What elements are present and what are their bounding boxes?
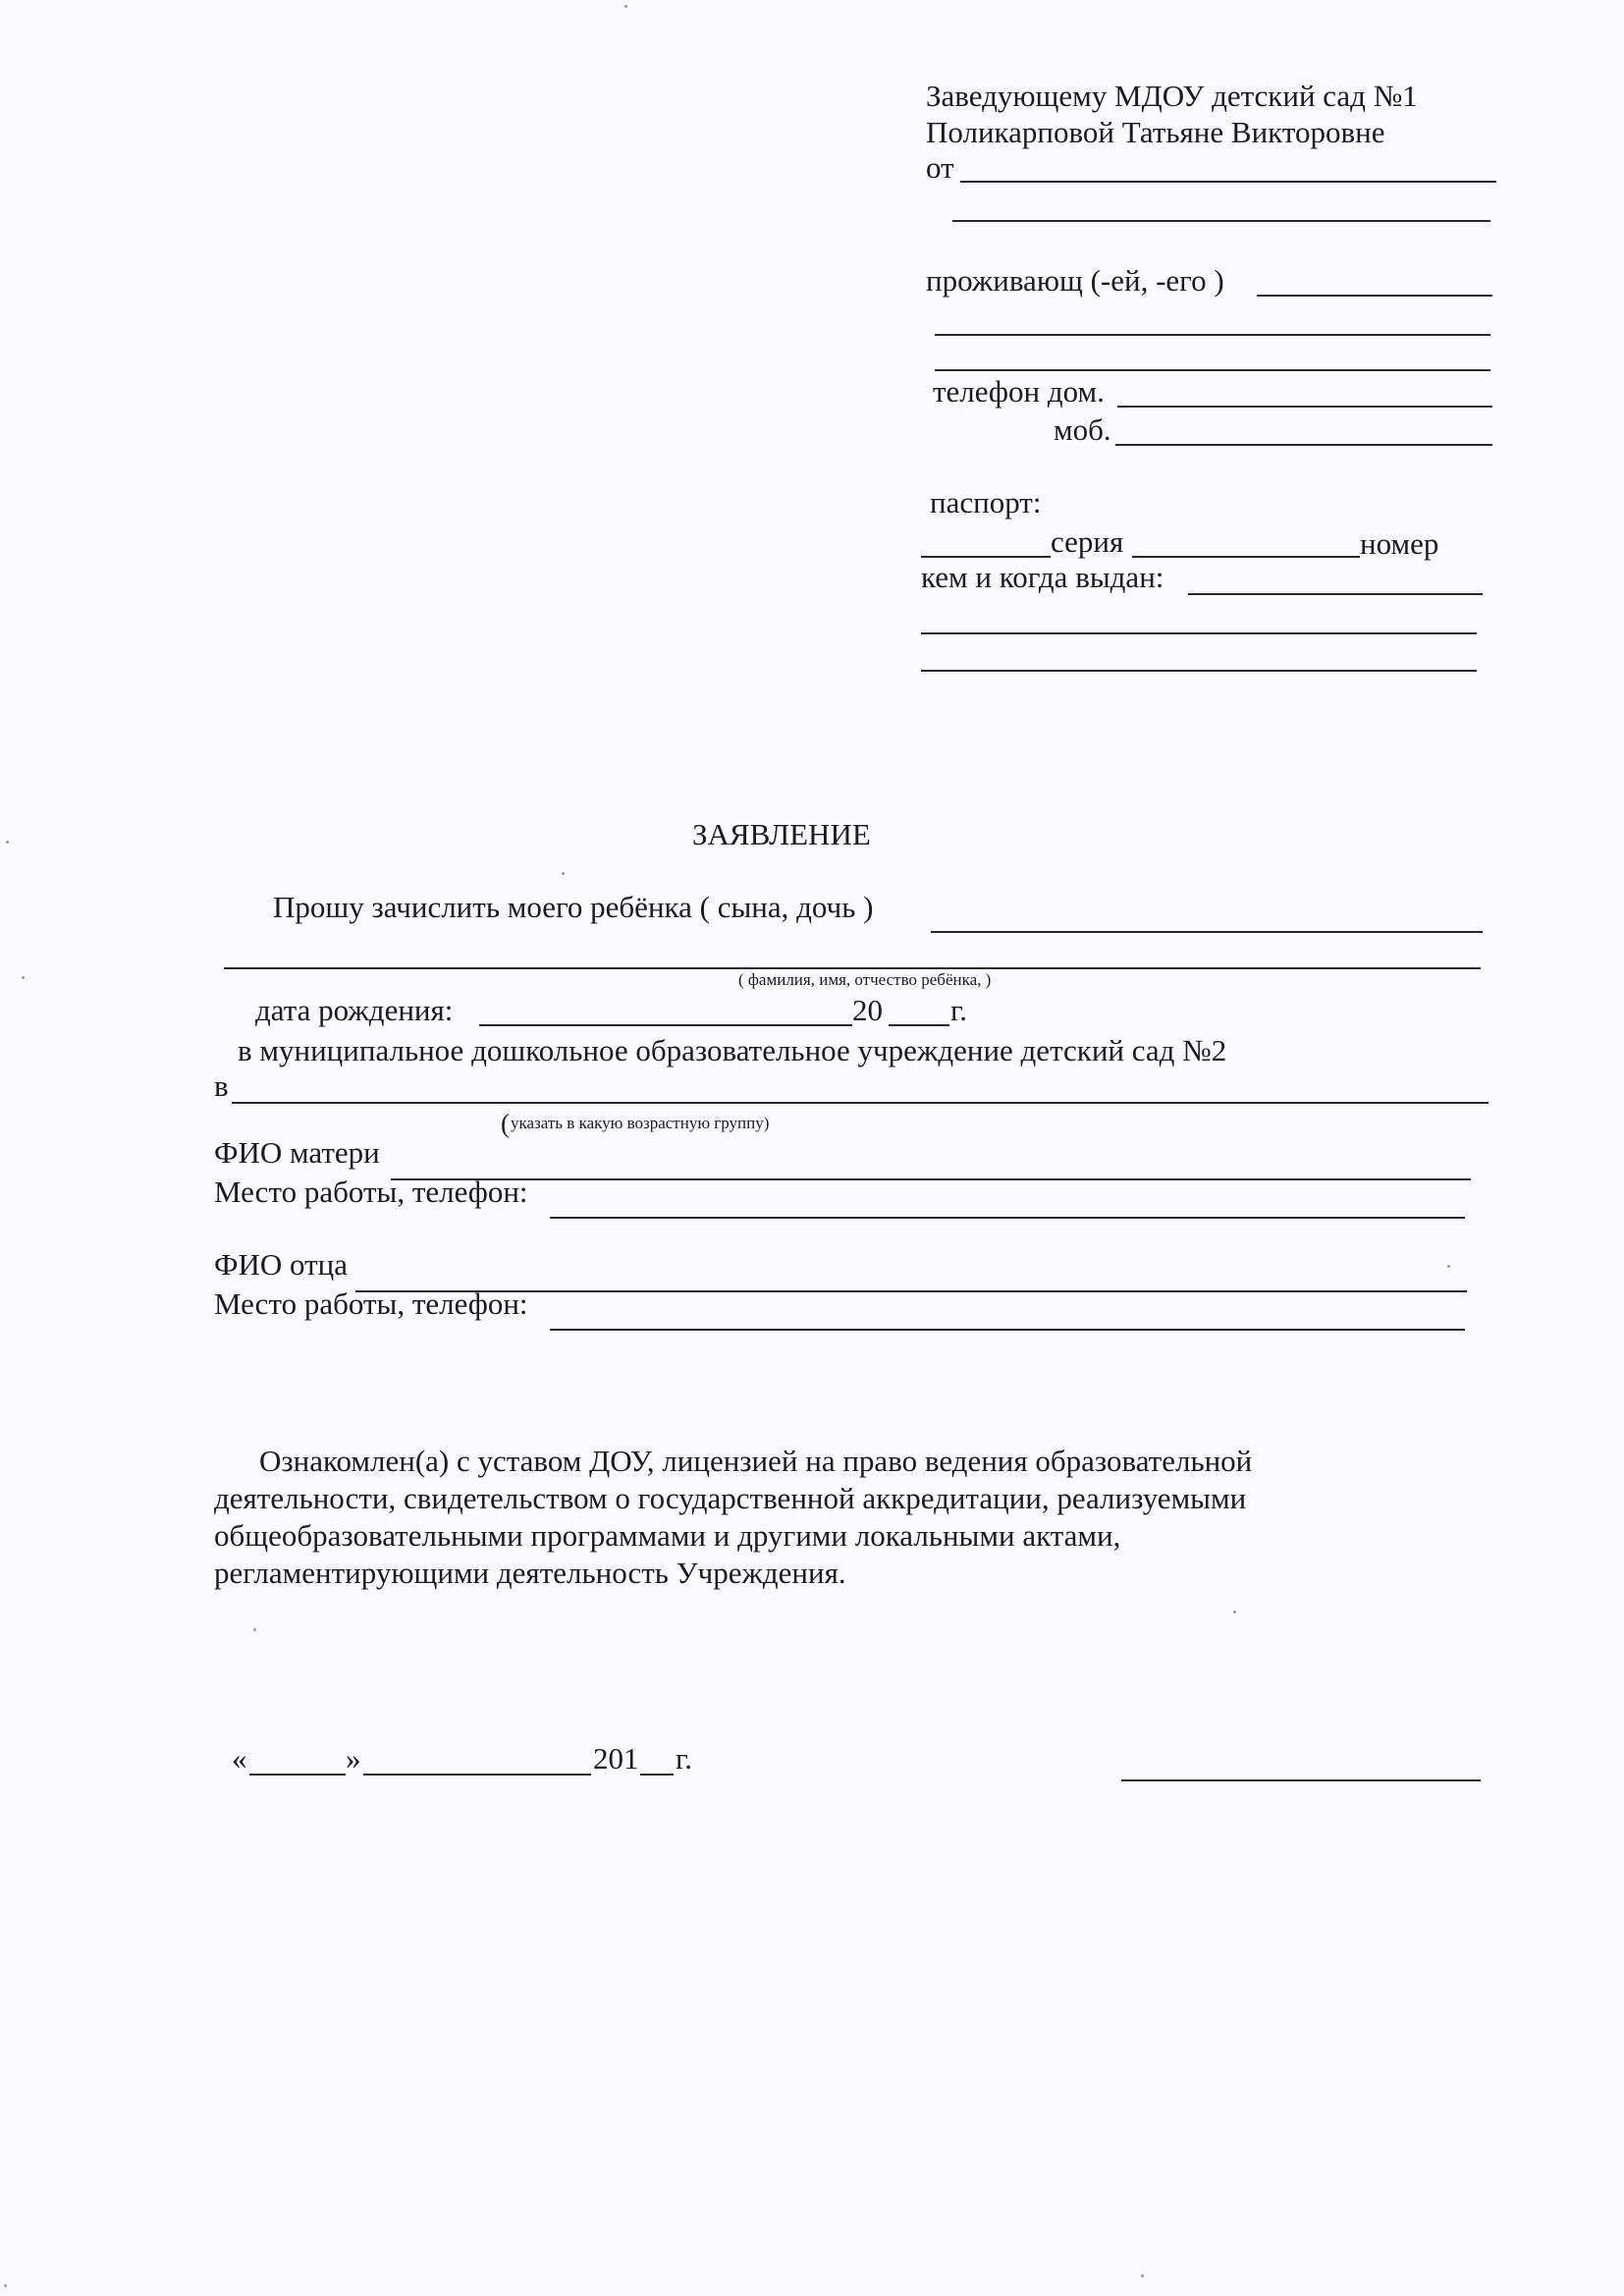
- birth-year-suffix: г.: [950, 993, 967, 1027]
- number-label: номер: [1360, 526, 1439, 561]
- date-quote-close: »: [346, 1741, 361, 1776]
- phone-home-field[interactable]: [1117, 406, 1492, 408]
- birth-date-label: дата рождения:: [255, 993, 454, 1027]
- issued-field-2[interactable]: [921, 632, 1477, 634]
- date-month-field[interactable]: [363, 1774, 591, 1776]
- birth-year-field[interactable]: [889, 1024, 949, 1026]
- from-name-field-2[interactable]: [952, 220, 1490, 222]
- mother-label: ФИО матери: [214, 1135, 380, 1170]
- date-year-field[interactable]: [640, 1774, 674, 1776]
- institution-text: в муниципальное дошкольное образовательное учреждение детский сад №2: [238, 1033, 1227, 1067]
- ack-line-2: деятельности, свидетельством о государственной аккредитации, реализуемыми: [214, 1481, 1247, 1515]
- mother-name-field[interactable]: [391, 1178, 1471, 1180]
- birth-year-prefix: 20: [852, 993, 883, 1027]
- ack-line-3: общеобразовательными программами и другими локальными актами,: [214, 1518, 1121, 1553]
- document-title: ЗАЯВЛЕНИЕ: [692, 817, 871, 851]
- passport-series-field[interactable]: [1132, 556, 1360, 558]
- passport-prefix-field[interactable]: [921, 556, 1051, 558]
- scan-speck: [1141, 2274, 1144, 2277]
- date-year-suffix: г.: [676, 1741, 692, 1776]
- age-group-field[interactable]: [232, 1102, 1489, 1104]
- issued-field-3[interactable]: [921, 670, 1477, 672]
- scan-speck: [1233, 1611, 1236, 1613]
- signature-field[interactable]: [1121, 1779, 1481, 1781]
- group-prefix: в: [214, 1068, 229, 1103]
- scan-speck: [562, 872, 565, 875]
- scan-speck: [253, 1628, 256, 1631]
- mother-work-label: Место работы, телефон:: [214, 1175, 528, 1209]
- address-field-1[interactable]: [1257, 295, 1492, 297]
- father-work-field[interactable]: [550, 1329, 1465, 1331]
- father-work-label: Место работы, телефон:: [214, 1286, 528, 1321]
- recipient-line-1: Заведующему МДОУ детский сад №1: [926, 79, 1418, 113]
- scan-speck: [1447, 1265, 1450, 1268]
- mother-work-field[interactable]: [550, 1217, 1465, 1219]
- child-name-field-1[interactable]: [931, 931, 1483, 933]
- date-year-prefix: 201: [593, 1741, 639, 1776]
- group-hint-paren: (: [501, 1109, 510, 1138]
- ack-line-1: Ознакомлен(а) с уставом ДОУ, лицензией на право ведения образовательной: [259, 1444, 1253, 1478]
- ack-line-4: регламентирующими деятельность Учреждения.: [214, 1556, 846, 1590]
- passport-label: паспорт:: [930, 485, 1042, 519]
- group-hint: указать в какую возрастную группу): [511, 1114, 770, 1132]
- from-name-field[interactable]: [960, 181, 1496, 183]
- father-label: ФИО отца: [214, 1247, 349, 1282]
- address-field-2[interactable]: [935, 334, 1490, 336]
- child-name-hint: ( фамилия, имя, отчество ребёнка, ): [738, 970, 992, 989]
- address-field-3[interactable]: [935, 369, 1490, 371]
- birth-date-field[interactable]: [479, 1024, 852, 1026]
- issued-field-1[interactable]: [1188, 593, 1483, 595]
- child-name-field-2[interactable]: [224, 967, 1481, 969]
- scan-speck: [6, 841, 9, 844]
- issued-label: кем и когда выдан:: [921, 560, 1164, 594]
- recipient-line-2: Поликарповой Татьяне Викторовне: [926, 115, 1385, 149]
- phone-mobile-field[interactable]: [1115, 444, 1492, 446]
- scan-speck: [624, 5, 627, 8]
- from-label: от: [926, 150, 954, 185]
- series-label: серия: [1051, 524, 1124, 559]
- phone-mobile-label: моб.: [1054, 412, 1111, 447]
- residing-label: проживающ (-ей, -его ): [926, 263, 1224, 298]
- request-text: Прошу зачислить моего ребёнка ( сына, дочь ): [273, 890, 874, 924]
- date-quote-open: «: [232, 1741, 247, 1776]
- scan-speck: [4, 2284, 7, 2287]
- phone-home-label: телефон дом.: [933, 374, 1105, 409]
- scan-speck: [22, 976, 25, 979]
- date-day-field[interactable]: [249, 1774, 346, 1776]
